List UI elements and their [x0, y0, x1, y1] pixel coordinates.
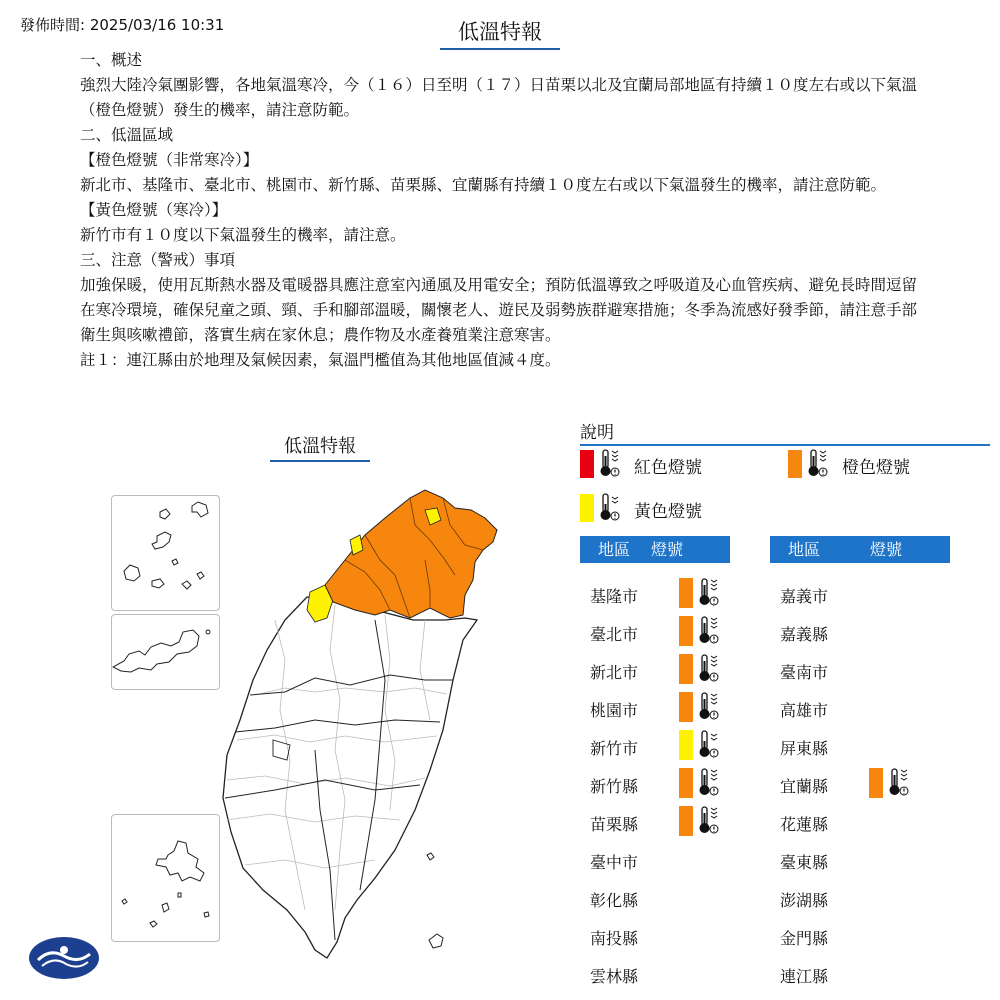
table-region-name: 新竹市: [590, 739, 639, 758]
signal-swatch-orange: [679, 578, 693, 608]
table-region-name: 臺東縣: [780, 853, 829, 872]
table-region-name: 花蓮縣: [780, 815, 829, 834]
table-region-name: 新北市: [590, 663, 639, 682]
report-text: [80, 48, 920, 373]
thermometer-icon: [697, 805, 719, 835]
orange-heading: 【橙色燈號（非常寒冷）】: [80, 151, 259, 169]
table-region-name: 基隆市: [590, 587, 639, 606]
region-orange-north: [325, 490, 497, 618]
penghu-islands: [112, 815, 219, 941]
table-header-left: [580, 536, 730, 563]
region-heading: 二、低溫區域: [80, 126, 174, 144]
signal-swatch-yellow: [679, 730, 693, 760]
table-region-name: 南投縣: [590, 929, 639, 948]
thermometer-icon: [697, 691, 719, 721]
thermometer-icon: [697, 577, 719, 607]
table-header-right: [770, 536, 950, 563]
table-region-name: 雲林縣: [590, 967, 639, 986]
note-text: 註１：連江縣由於地理及氣候因素，氣溫門檻值為其他地區值減４度。: [80, 351, 561, 369]
table-region-name: 連江縣: [780, 967, 829, 986]
signal-swatch-orange: [679, 692, 693, 722]
table-region-name: 彰化縣: [590, 891, 639, 910]
inset-kinmen: [111, 614, 220, 690]
page-title: 低溫特報: [440, 16, 560, 50]
legend-orange-label: 橙色燈號: [842, 458, 910, 478]
table-region-name: 臺北市: [590, 625, 639, 644]
thermometer-icon: [697, 615, 719, 645]
table-region-name: 屏東縣: [780, 739, 829, 758]
inset-penghu: [111, 814, 220, 942]
table-region-name: 桃園市: [590, 701, 639, 720]
signal-swatch-orange: [679, 768, 693, 798]
issue-time: 發佈時間: 2025/03/16 10:31: [20, 16, 225, 34]
overview-text: 強烈大陸冷氣團影響，各地氣溫寒冷，今（１６）日至明（１７）日苗栗以北及宜蘭局部地區有持續１０度左右或以下氣溫（橙色燈號）發生的機率，請注意防範。: [80, 76, 918, 119]
table-region-name: 苗栗縣: [590, 815, 639, 834]
kinmen-islands: [112, 615, 219, 689]
yellow-heading: 【黃色燈號（寒冷）】: [80, 201, 228, 219]
legend-yellow-label: 黃色燈號: [634, 502, 702, 522]
table-region-name: 臺中市: [590, 853, 639, 872]
legend-orange-swatch: [788, 450, 802, 478]
caution-text: 加強保暖，使用瓦斯熱水器及電暖器具應注意室內通風及用電安全；預防低溫導致之呼吸道及心血管疾病、避免長時間逗留在寒冷環境，確保兒童之頭、頸、手和腳部溫暖，關懷老人、遊民及弱勢族群避寒措施；冬季為流感好發季節，請注意手部衛生與咳嗽禮節，落實生病在家休息；農作物及水產養殖業注意寒害。: [80, 276, 918, 344]
signal-swatch-orange: [869, 768, 883, 798]
column-signal: 燈號: [651, 540, 684, 559]
orange-text: 新北市、基隆市、臺北市、桃園市、新竹縣、苗栗縣、宜蘭縣有持續１０度左右或以下氣溫發生的機率，請注意防範。: [80, 176, 887, 194]
table-region-name: 金門縣: [780, 929, 829, 948]
legend-red-label: 紅色燈號: [634, 458, 702, 478]
signal-swatch-orange: [679, 806, 693, 836]
thermometer-icon: [598, 492, 620, 522]
taiwan-island: [223, 597, 477, 958]
cwa-logo-icon: [28, 936, 100, 980]
legend-yellow-swatch: [580, 494, 594, 522]
table-region-name: 嘉義市: [780, 587, 829, 606]
thermometer-icon: [598, 448, 620, 478]
table-region-name: 澎湖縣: [780, 891, 829, 910]
table-region-name: 嘉義縣: [780, 625, 829, 644]
yellow-text: 新竹市有１０度以下氣溫發生的機率，請注意。: [80, 226, 406, 244]
thermometer-icon: [697, 653, 719, 683]
inset-matsu: [111, 495, 220, 611]
thermometer-icon: [887, 767, 909, 797]
map-title: 低溫特報: [270, 432, 370, 462]
signal-swatch-orange: [679, 654, 693, 684]
overview-heading: 一、概述: [80, 51, 143, 69]
thermometer-icon: [697, 729, 719, 759]
legend-title: 說明: [580, 418, 990, 446]
table-region-name: 宜蘭縣: [780, 777, 829, 796]
column-region: 地區: [598, 540, 631, 559]
table-region-name: 高雄市: [780, 701, 829, 720]
thermometer-icon: [806, 448, 828, 478]
signal-swatch-orange: [679, 616, 693, 646]
column-signal: 燈號: [870, 540, 903, 559]
taiwan-map: [215, 480, 505, 960]
column-region: 地區: [788, 540, 821, 559]
thermometer-icon: [697, 767, 719, 797]
table-region-name: 新竹縣: [590, 777, 639, 796]
matsu-islands: [112, 496, 219, 610]
legend-red-swatch: [580, 450, 594, 478]
table-region-name: 臺南市: [780, 663, 829, 682]
caution-heading: 三、注意（警戒）事項: [80, 251, 236, 269]
